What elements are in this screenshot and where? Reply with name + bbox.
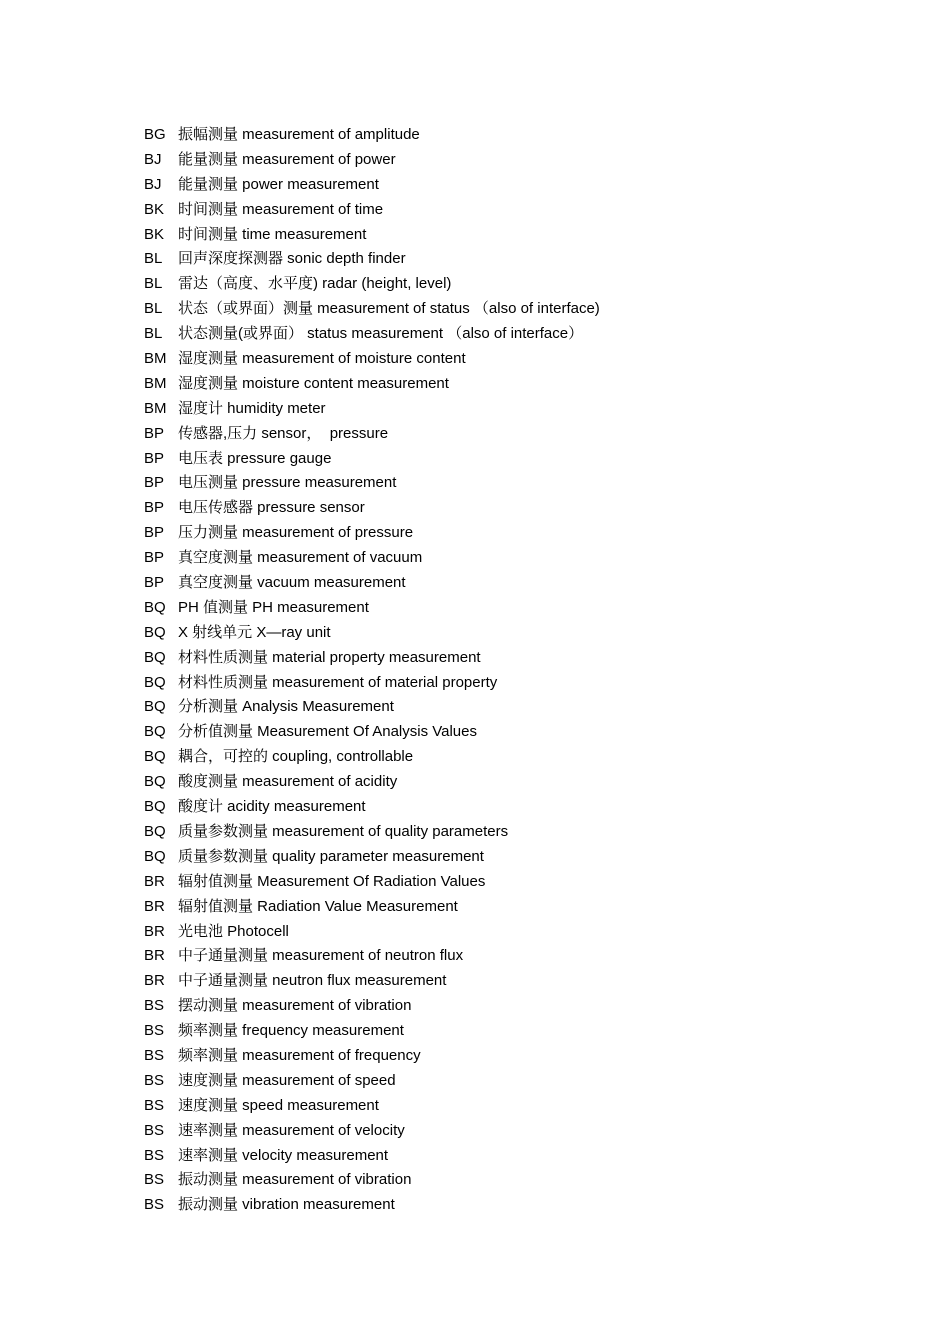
entry-code: BS <box>144 1121 165 1139</box>
entry-code: BQ <box>144 773 166 791</box>
entry-term: 中子通量测量 measurement of neutron flux <box>178 947 464 965</box>
entry-term: 材料性质测量 material property measurement <box>178 648 481 666</box>
glossary-entry <box>144 546 864 571</box>
glossary-entry <box>144 870 864 895</box>
entry-code: BQ <box>144 723 166 741</box>
entry-code: BS <box>144 1171 165 1189</box>
glossary-entry <box>144 1094 864 1119</box>
entry-term: 电压测量 pressure measurement <box>178 474 397 492</box>
entry-term: 雷达（高度、水平度) radar (height, level) <box>178 275 452 293</box>
entry-code: BL <box>144 325 163 343</box>
entry-term: 材料性质测量 measurement of material property <box>178 673 498 691</box>
glossary-entry <box>144 646 864 671</box>
entry-code: BQ <box>144 748 166 766</box>
glossary-entry <box>144 671 864 696</box>
entry-code: BP <box>144 524 165 542</box>
entry-term: 分析测量 Analysis Measurement <box>178 698 394 716</box>
entry-code: BP <box>144 424 165 442</box>
entry-term: 状态测量(或界面） status measurement （also of interface） <box>178 325 584 343</box>
entry-term: 质量参数测量 quality parameter measurement <box>178 847 484 865</box>
entry-code: BQ <box>144 847 166 865</box>
entry-code: BS <box>144 1046 165 1064</box>
glossary-entry <box>144 123 864 148</box>
entry-term: 酸度测量 measurement of acidity <box>178 773 398 791</box>
glossary-entry <box>144 920 864 945</box>
entry-term: 电压传感器 pressure sensor <box>178 499 365 517</box>
entry-term: 频率测量 frequency measurement <box>178 1022 404 1040</box>
glossary-entry <box>144 397 864 422</box>
entry-term: 湿度测量 measurement of moisture content <box>178 350 466 368</box>
entry-term: 能量测量 power measurement <box>178 175 379 193</box>
glossary-entry <box>144 944 864 969</box>
glossary-entry <box>144 496 864 521</box>
entry-code: BS <box>144 1146 165 1164</box>
glossary-entry <box>144 1069 864 1094</box>
glossary-entry <box>144 571 864 596</box>
entry-code: BS <box>144 1071 165 1089</box>
glossary-entry <box>144 795 864 820</box>
entry-code: BJ <box>144 150 162 168</box>
entry-code: BQ <box>144 598 166 616</box>
entry-term: 状态（或界面）测量 measurement of status （also of interface) <box>178 300 600 318</box>
entry-code: BS <box>144 997 165 1015</box>
entry-term: 回声深度探测器 sonic depth finder <box>178 250 406 268</box>
glossary-entry <box>144 845 864 870</box>
entry-term: 传感器,压力 sensor， pressure <box>178 424 389 442</box>
entry-code: BK <box>144 200 165 218</box>
entry-code: BM <box>144 350 167 368</box>
glossary-entry <box>144 297 864 322</box>
entry-term: 质量参数测量 measurement of quality parameters <box>178 822 509 840</box>
glossary-entry <box>144 272 864 297</box>
glossary-entry <box>144 720 864 745</box>
entry-code: BR <box>144 972 165 990</box>
entry-code: BM <box>144 374 167 392</box>
entry-term: 湿度计 humidity meter <box>178 399 326 417</box>
glossary-entry <box>144 471 864 496</box>
glossary-entry <box>144 1193 864 1218</box>
glossary-entry <box>144 1144 864 1169</box>
entry-term: PH 值测量 PH measurement <box>178 598 369 616</box>
glossary-entry <box>144 1168 864 1193</box>
glossary-entry <box>144 148 864 173</box>
glossary-entry <box>144 1119 864 1144</box>
entry-term: 速率测量 measurement of velocity <box>178 1121 405 1139</box>
glossary-entry <box>144 745 864 770</box>
glossary-entry <box>144 173 864 198</box>
entry-term: X 射线单元 X—ray unit <box>178 623 331 641</box>
entry-term: 电压表 pressure gauge <box>178 449 332 467</box>
glossary-entry <box>144 447 864 472</box>
entry-code: BQ <box>144 822 166 840</box>
entry-code: BL <box>144 250 163 268</box>
entry-code: BL <box>144 275 163 293</box>
entry-code: BQ <box>144 623 166 641</box>
entry-code: BP <box>144 574 165 592</box>
entry-term: 时间测量 measurement of time <box>178 200 384 218</box>
entry-code: BG <box>144 126 166 143</box>
entry-term: 振动测量 vibration measurement <box>178 1196 395 1214</box>
glossary-entry <box>144 247 864 272</box>
glossary-entry <box>144 322 864 347</box>
glossary-entry <box>144 521 864 546</box>
glossary-entry <box>144 223 864 248</box>
entry-term: 酸度计 acidity measurement <box>178 798 366 816</box>
entry-term: 速度测量 measurement of speed <box>178 1071 396 1089</box>
glossary-entry <box>144 347 864 372</box>
entry-code: BJ <box>144 175 162 193</box>
entry-term: 湿度测量 moisture content measurement <box>178 374 449 392</box>
glossary-entry <box>144 969 864 994</box>
entry-code: BR <box>144 947 165 965</box>
entry-term: 真空度测量 measurement of vacuum <box>178 549 423 567</box>
entry-code: BQ <box>144 798 166 816</box>
glossary-entry <box>144 621 864 646</box>
entry-code: BR <box>144 897 165 915</box>
entry-term: 压力测量 measurement of pressure <box>178 524 414 542</box>
entry-code: BP <box>144 449 165 467</box>
entry-code: BL <box>144 300 163 318</box>
entry-code: BS <box>144 1022 165 1040</box>
glossary-entry <box>144 1044 864 1069</box>
entry-code: BM <box>144 399 167 417</box>
glossary-entry <box>144 994 864 1019</box>
entry-code: BR <box>144 872 165 890</box>
entry-code: BQ <box>144 698 166 716</box>
entry-term: 能量测量 measurement of power <box>178 150 396 168</box>
entry-term: 光电池 Photocell <box>178 922 289 940</box>
glossary-entry <box>144 198 864 223</box>
entry-code: BP <box>144 549 165 567</box>
entry-code: BP <box>144 474 165 492</box>
entry-code: BS <box>144 1196 165 1214</box>
entry-term: 分析值测量 Measurement Of Analysis Values <box>178 723 477 741</box>
entry-code: BK <box>144 225 165 243</box>
glossary-entry <box>144 770 864 795</box>
glossary-entry <box>144 820 864 845</box>
glossary-entry <box>144 1019 864 1044</box>
entry-term: 摆动测量 measurement of vibration <box>178 997 412 1015</box>
glossary-entry <box>144 422 864 447</box>
entry-term: 耦合，可控的 coupling, controllable <box>178 748 414 766</box>
glossary-entry <box>144 895 864 920</box>
entry-term: 速率测量 velocity measurement <box>178 1146 389 1164</box>
glossary-entry <box>144 695 864 720</box>
glossary-entry <box>144 372 864 397</box>
glossary-entry <box>144 596 864 621</box>
glossary-list <box>144 123 864 1218</box>
entry-code: BQ <box>144 648 166 666</box>
entry-term: 真空度测量 vacuum measurement <box>178 574 406 592</box>
entry-code: BR <box>144 922 165 940</box>
entry-term: 中子通量测量 neutron flux measurement <box>178 972 447 990</box>
entry-term: 速度测量 speed measurement <box>178 1096 379 1114</box>
entry-term: 振幅测量 measurement of amplitude <box>178 126 420 143</box>
entry-code: BQ <box>144 673 166 691</box>
entry-code: BP <box>144 499 165 517</box>
entry-term: 辐射值测量 Measurement Of Radiation Values <box>178 872 486 890</box>
entry-code: BS <box>144 1096 165 1114</box>
entry-term: 辐射值测量 Radiation Value Measurement <box>178 897 458 915</box>
entry-term: 频率测量 measurement of frequency <box>178 1046 421 1064</box>
entry-term: 振动测量 measurement of vibration <box>178 1171 412 1189</box>
entry-term: 时间测量 time measurement <box>178 225 367 243</box>
